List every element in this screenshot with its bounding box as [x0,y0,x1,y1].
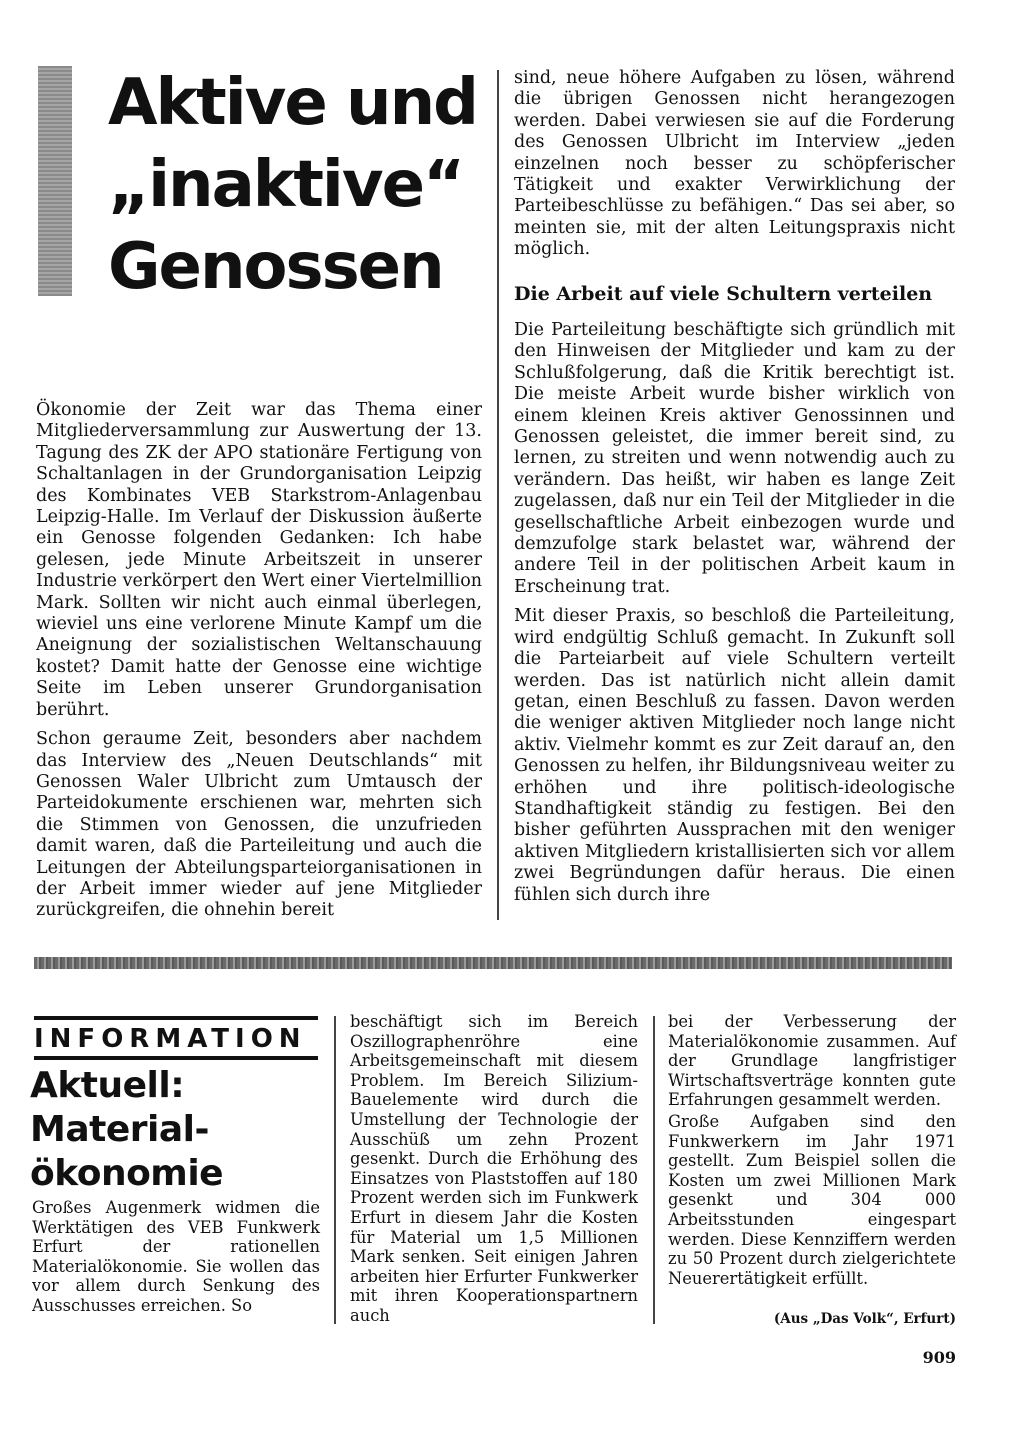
decorative-side-bar [38,66,72,296]
information-headline [30,1064,330,1196]
paragraph: beschäftigt sich im Bereich Oszillographenröhre eine Arbeitsgemeinschaft mit diesem Problem. Im Bereich Silizium-Bauelemente wird durch die Umstellung der Technologie der Ausschüß um zehn Prozent gesenkt. Durch die Erhöhung des Einsatzes von Plaststoffen auf 180 Prozent werden sich im Funkwerk Erfurt in diesem Jahr die Kosten für Material um 1,5 Millionen Mark senken. Seit einigen Jahren arbeiten hier Erfurter Funkwerker mit ihren Kooperationspartnern auch [350,1012,638,1325]
column-divider [497,70,499,920]
paragraph: Große Aufgaben sind den Funkwerkern im Jahr 1971 gestellt. Zum Beispiel sollen die Kosten um zwei Millionen Mark gesenkt und 304 000 Arbeitsstunden eingespart werden. Diese Kennziffern werden zu 50 Prozent durch zielgerichtete Neuerertätigkeit erfüllt. [668,1111,956,1288]
paragraph: Großes Augenmerk widmen die Werktätigen des VEB Funkwerk Erfurt der rationellen Materialökonomie. Sie wollen das vor allem durch Senkung des Ausschusses erreichen. So [32,1198,320,1315]
article-headline [108,62,498,308]
section-separator-band [34,957,952,969]
paragraph: Schon geraume Zeit, besonders aber nachdem das Interview des „Neuen Deutschlands“ mit Genossen Waler Ulbricht zum Umtausch der Parteidokumente erschienen war, mehrten sich die Stimmen von Genossen, die unzufrieden damit waren, daß die Parteileitung und auch die Leitungen der Abteilungsparteiorganisationen in der Arbeit immer wieder auf jene Mitglieder zurückgreifen, die ohnehin bereit [36,729,482,921]
info-headline-line: Material- [30,1109,209,1150]
paragraph: Die Parteileitung beschäftigte sich gründlich mit den Hinweisen der Mitglieder und kam zu der Schlußfolgerung, daß die Kritik berechtigt ist. Die meiste Arbeit wurde bisher wirklich von einem kleinen Kreis aktiver Genossinnen und Genossen geleistet, die immer bereit sind, zu lernen, zu streiten und wenn notwendig auch zu verändern. Das heißt, wir haben es lange Zeit zugelassen, daß nur ein Teil der Mitglieder in die gesellschaftliche Arbeit einbezogen wurde und demzufolge stark belastet war, während der andere Teil in der politischen Arbeit kaum in Erscheinung trat. [514,320,955,597]
headline-line: Aktive und [108,66,477,140]
article-subheading: Die Arbeit auf viele Schultern verteilen [514,283,933,305]
info-headline-line: ökonomie [30,1153,224,1194]
article-left-column [36,400,482,930]
headline-line: „inaktive“ [108,148,464,222]
article-right-column-bottom [514,320,955,914]
paragraph: Ökonomie der Zeit war das Thema einer Mitgliederversammlung zur Auswertung der 13. Tagung des ZK der APO stationäre Fertigung von Schaltanlagen in der Grundorganisation Leipzig des Kombinates VEB Starkstrom-Anlagenbau Leipzig-Halle. Im Verlauf der Diskussion äußerte ein Genosse folgenden Gedanken: Ich habe gelesen, jede Minute Arbeitszeit in unserer Industrie verkörpert den Wert einer Viertelmillion Mark. Sollten wir nicht auch einmal überlegen, wieviel uns eine verlorene Minute Kampf um die Aneignung der sozialistischen Weltanschauung kostet? Damit hatte der Genosse eine wichtige Seite im Leben unserer Grundorganisation berührt. [36,400,482,720]
information-column-1 [32,1198,320,1318]
information-label: INFORMATION [34,1016,318,1060]
headline-line: Genossen [108,230,443,304]
paragraph: Mit dieser Praxis, so beschloß die Parteileitung, wird endgültig Schluß gemacht. In Zukunft soll die Parteiarbeit auf viele Schultern verteilt werden. Das ist natürlich nicht allein damit getan, einen Beschluß zu fassen. Davon werden die weniger aktiven Mitglieder noch lange nicht aktiv. Vielmehr kommt es zur Zeit darauf an, den Genossen zu helfen, ihr Bildungsniveau weiter zu erhöhen und ihre politisch-ideologische Standhaftigkeit ständig zu festigen. Bei den bisher geführten Aussprachen mit den weniger aktiven Mitgliedern kristallisierten sich vor allem zwei Begründungen dafür heraus. Die einen fühlen sich durch ihre [514,606,955,905]
source-citation: (Aus „Das Volk“, Erfurt) [773,1311,956,1327]
information-column-2 [350,1012,638,1328]
information-column-3 [668,1012,956,1290]
info-column-divider [653,1016,655,1324]
paragraph: bei der Verbesserung der Materialökonomie zusammen. Auf der Grundlage langfristiger Wirtschaftsverträge konnten gute Erfahrungen gesammelt werden. [668,1012,956,1110]
info-headline-line: Aktuell: [30,1065,185,1106]
paragraph: sind, neue höhere Aufgaben zu lösen, während die übrigen Genossen nicht herangezogen werden. Dabei verwiesen sie auf die Forderung des Genossen Ulbricht im Interview „jeden einzelnen noch besser zu schöpferischer Tätigkeit und exakter Verwirklichung der Parteibeschlüsse zu befähigen.“ Das sei aber, so meinten sie, mit der alten Leitungspraxis nicht möglich. [514,68,955,260]
page-number: 909 [922,1348,956,1367]
info-column-divider [334,1016,336,1324]
article-right-column-top [514,68,955,269]
